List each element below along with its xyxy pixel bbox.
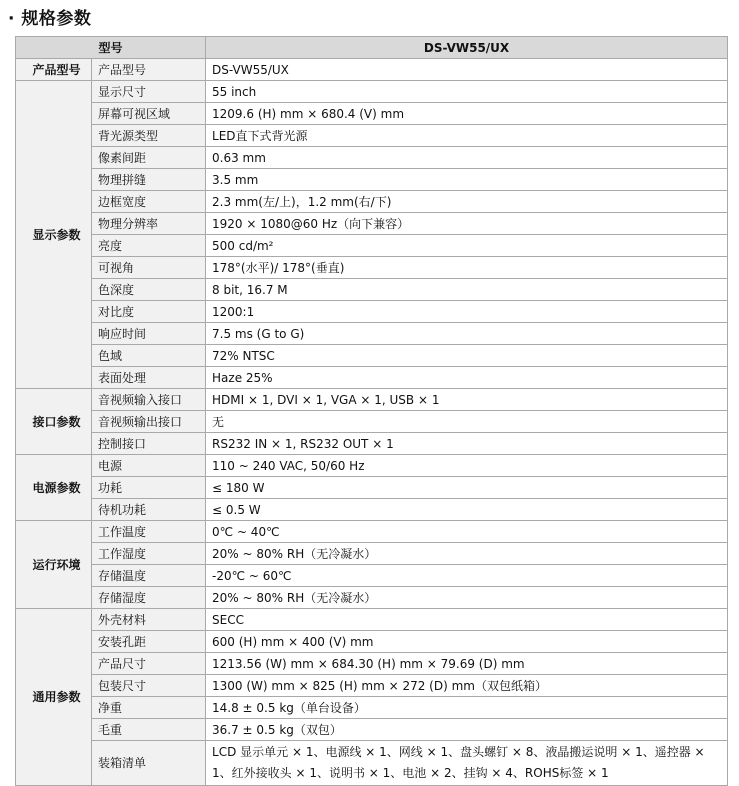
table-row xyxy=(16,521,728,543)
spec-label: 背光源类型 xyxy=(92,125,206,147)
spec-label: 亮度 xyxy=(92,235,206,257)
table-row xyxy=(16,455,728,477)
spec-value: 1920 × 1080@60 Hz（向下兼容） xyxy=(206,213,728,235)
spec-label: 显示尺寸 xyxy=(92,81,206,103)
spec-label: 表面处理 xyxy=(92,367,206,389)
table-row xyxy=(16,477,728,499)
spec-value: 3.5 mm xyxy=(206,169,728,191)
table-row xyxy=(16,631,728,653)
spec-label: 像素间距 xyxy=(92,147,206,169)
header-model: DS-VW55/UX xyxy=(206,37,728,59)
spec-value: 0℃ ~ 40℃ xyxy=(206,521,728,543)
spec-label: 工作温度 xyxy=(92,521,206,543)
spec-label: 毛重 xyxy=(92,719,206,741)
spec-label: 物理分辨率 xyxy=(92,213,206,235)
spec-value: 7.5 ms (G to G) xyxy=(206,323,728,345)
spec-label: 外壳材料 xyxy=(92,609,206,631)
spec-value: HDMI × 1, DVI × 1, VGA × 1, USB × 1 xyxy=(206,389,728,411)
table-row xyxy=(16,125,728,147)
table-row xyxy=(16,235,728,257)
table-row xyxy=(16,169,728,191)
table-row xyxy=(16,587,728,609)
spec-label: 存储温度 xyxy=(92,565,206,587)
spec-value: 36.7 ± 0.5 kg（双包） xyxy=(206,719,728,741)
category-cell: 电源参数 xyxy=(16,455,92,521)
table-row xyxy=(16,301,728,323)
spec-value: Haze 25% xyxy=(206,367,728,389)
table-row xyxy=(16,213,728,235)
spec-value: DS-VW55/UX xyxy=(206,59,728,81)
spec-value: 1209.6 (H) mm × 680.4 (V) mm xyxy=(206,103,728,125)
spec-label: 装箱清单 xyxy=(92,741,206,786)
spec-value: 55 inch xyxy=(206,81,728,103)
table-row xyxy=(16,279,728,301)
spec-value: 600 (H) mm × 400 (V) mm xyxy=(206,631,728,653)
spec-label: 边框宽度 xyxy=(92,191,206,213)
table-row xyxy=(16,103,728,125)
spec-body xyxy=(16,59,728,786)
spec-value: 20% ~ 80% RH（无冷凝水） xyxy=(206,587,728,609)
spec-label: 包装尺寸 xyxy=(92,675,206,697)
table-row xyxy=(16,411,728,433)
spec-label: 色域 xyxy=(92,345,206,367)
spec-label: 响应时间 xyxy=(92,323,206,345)
table-row xyxy=(16,81,728,103)
table-row xyxy=(16,345,728,367)
table-row xyxy=(16,433,728,455)
spec-value: 500 cd/m² xyxy=(206,235,728,257)
table-row xyxy=(16,389,728,411)
spec-label: 音视频输出接口 xyxy=(92,411,206,433)
spec-value: ≤ 0.5 W xyxy=(206,499,728,521)
spec-label: 产品尺寸 xyxy=(92,653,206,675)
spec-value: LCD 显示单元 × 1、电源线 × 1、网线 × 1、盘头螺钉 × 8、液晶搬运说明 × 1、遥控器 × 1、红外接收头 × 1、说明书 × 1、电池 × 2、挂钩 × 4、ROHS标签 × 1 xyxy=(206,741,728,786)
category-cell: 接口参数 xyxy=(16,389,92,455)
spec-value: 110 ~ 240 VAC, 50/60 Hz xyxy=(206,455,728,477)
spec-label: 存储湿度 xyxy=(92,587,206,609)
table-row xyxy=(16,147,728,169)
table-row xyxy=(16,367,728,389)
table-row xyxy=(16,609,728,631)
table-row xyxy=(16,719,728,741)
spec-label: 屏幕可视区域 xyxy=(92,103,206,125)
table-row xyxy=(16,543,728,565)
spec-value: 20% ~ 80% RH（无冷凝水） xyxy=(206,543,728,565)
table-row xyxy=(16,653,728,675)
table-row xyxy=(16,565,728,587)
header-label: 型号 xyxy=(16,37,206,59)
spec-label: 净重 xyxy=(92,697,206,719)
spec-value: 1200:1 xyxy=(206,301,728,323)
spec-label: 可视角 xyxy=(92,257,206,279)
spec-label: 物理拼缝 xyxy=(92,169,206,191)
table-row xyxy=(16,257,728,279)
spec-label: 功耗 xyxy=(92,477,206,499)
category-cell: 运行环境 xyxy=(16,521,92,609)
table-row xyxy=(16,741,728,786)
spec-value: 1300 (W) mm × 825 (H) mm × 272 (D) mm（双包纸箱） xyxy=(206,675,728,697)
spec-value: LED直下式背光源 xyxy=(206,125,728,147)
category-cell: 显示参数 xyxy=(16,81,92,389)
spec-value: 1213.56 (W) mm × 684.30 (H) mm × 79.69 (D) mm xyxy=(206,653,728,675)
spec-label: 控制接口 xyxy=(92,433,206,455)
table-row xyxy=(16,191,728,213)
spec-label: 安装孔距 xyxy=(92,631,206,653)
spec-label: 色深度 xyxy=(92,279,206,301)
table-row xyxy=(16,499,728,521)
spec-value: 无 xyxy=(206,411,728,433)
spec-label: 音视频输入接口 xyxy=(92,389,206,411)
spec-value: 14.8 ± 0.5 kg（单台设备） xyxy=(206,697,728,719)
spec-value: SECC xyxy=(206,609,728,631)
spec-value: 0.63 mm xyxy=(206,147,728,169)
spec-label: 工作湿度 xyxy=(92,543,206,565)
spec-label: 对比度 xyxy=(92,301,206,323)
spec-value: RS232 IN × 1, RS232 OUT × 1 xyxy=(206,433,728,455)
spec-value: 178°(水平)/ 178°(垂直) xyxy=(206,257,728,279)
table-row xyxy=(16,675,728,697)
table-row xyxy=(16,323,728,345)
spec-value: 8 bit, 16.7 M xyxy=(206,279,728,301)
spec-label: 待机功耗 xyxy=(92,499,206,521)
spec-table xyxy=(15,36,728,786)
section-heading: · 规格参数 xyxy=(8,9,92,29)
spec-label: 产品型号 xyxy=(92,59,206,81)
spec-label: 电源 xyxy=(92,455,206,477)
category-cell: 通用参数 xyxy=(16,609,92,786)
spec-value: 72% NTSC xyxy=(206,345,728,367)
table-row xyxy=(16,59,728,81)
spec-value: -20℃ ~ 60℃ xyxy=(206,565,728,587)
table-row xyxy=(16,697,728,719)
spec-value: ≤ 180 W xyxy=(206,477,728,499)
spec-value: 2.3 mm(左/上)，1.2 mm(右/下) xyxy=(206,191,728,213)
table-header-row xyxy=(16,37,728,59)
category-cell: 产品型号 xyxy=(16,59,92,81)
